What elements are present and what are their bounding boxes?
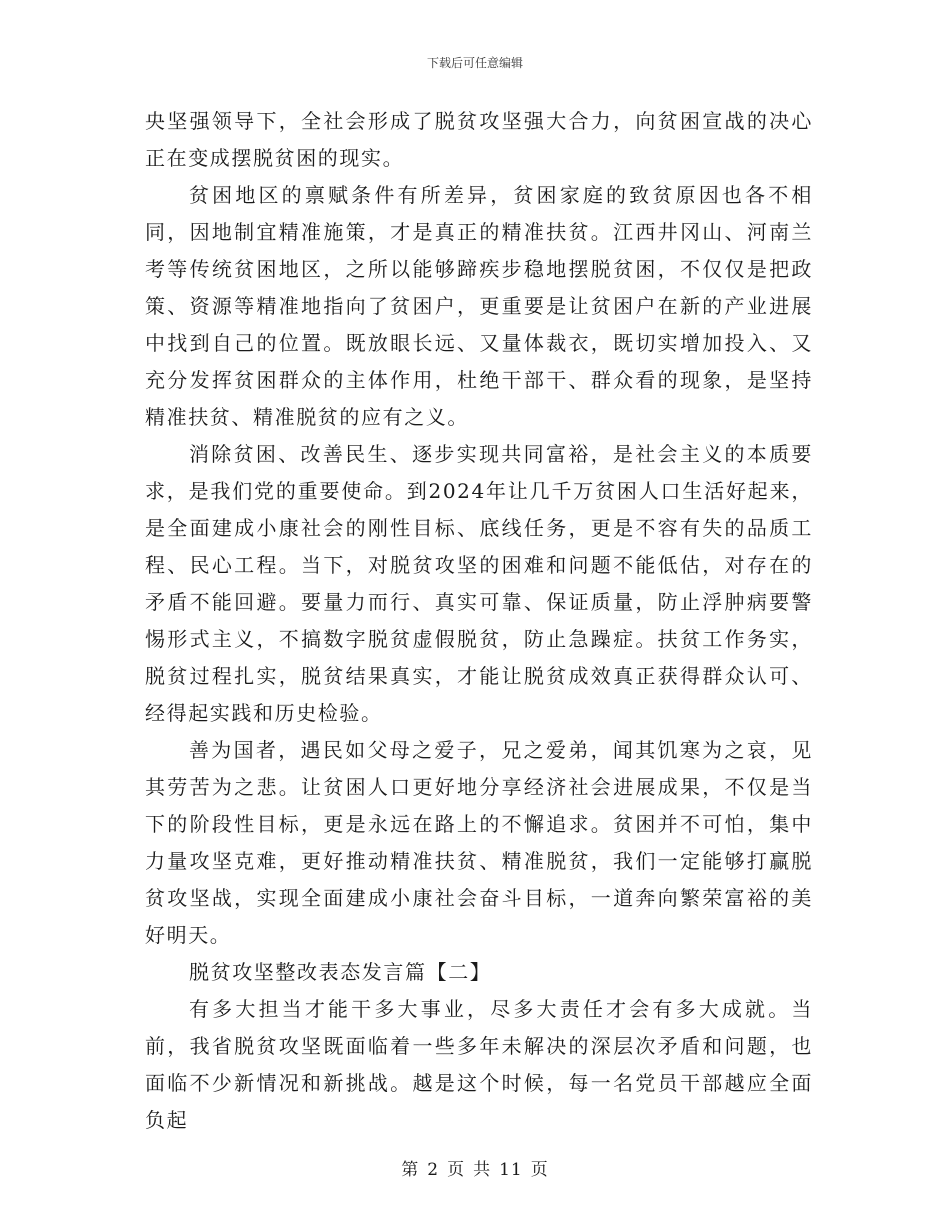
paragraph: 消除贫困、改善民生、逐步实现共同富裕，是社会主义的本质要求，是我们党的重要使命。到2024年让几千万贫困人口生活好起来，是全面建成小康社会的刚性目标、底线任务，更是不容有失的品质工程、民心工程。当下，对脱贫攻坚的困难和问题不能低估，对存在的矛盾不能回避。要量力而行、真实可靠、保证质量，防止浮肿病要警惕形式主义，不搞数字脱贫虚假脱贫，防止急躁症。扶贫工作务实，脱贫过程扎实，脱贫结果真实，才能让脱贫成效真正获得群众认可、经得起实践和历史检验。: [145, 442, 813, 725]
footer-label-page: 第: [401, 1160, 420, 1180]
paragraph: 贫困地区的禀赋条件有所差异，贫困家庭的致贫原因也各不相同，因地制宜精准施策，才是真正的精准扶贫。江西井冈山、河南兰考等传统贫困地区，之所以能够蹄疾步稳地摆脱贫困，不仅仅是把政策、资源等精准地指向了贫困户，更重要是让贫困户在新的产业进展中找到自己的位置。既放眼长远、又量体裁衣，既切实增加投入、又充分发挥贫困群众的主体作用，杜绝干部干、群众看的现象，是坚持精准扶贫、精准脱贫的应有之义。: [145, 183, 813, 429]
page-number-footer: [0, 1155, 950, 1180]
footer-label-total-unit: 页: [530, 1160, 549, 1180]
footer-current-page: 2: [427, 1160, 440, 1180]
footer-total-pages: 11: [499, 1160, 523, 1180]
paragraph: 善为国者，遇民如父母之爱子，兄之爱弟，闻其饥寒为之哀，见其劳苦为之悲。让贫困人口更好地分享经济社会进展成果，不仅是当下的阶段性目标，更是永远在路上的不懈追求。贫困并不可怕，集中力量攻坚克难，更好推动精准扶贫、精准脱贫，我们一定能够打赢脱贫攻坚战，实现全面建成小康社会奋斗目标，一道奔向繁荣富裕的美好明天。: [145, 738, 813, 947]
page-header-note: 下载后可任意编辑: [426, 56, 523, 70]
document-body: [145, 103, 813, 1139]
section-heading: 脱贫攻坚整改表态发言篇【二】: [189, 960, 492, 984]
paragraph-continuation: 央坚强领导下，全社会形成了脱贫攻坚强大合力，向贫困宣战的决心正在变成摆脱贫困的现实。: [145, 109, 813, 170]
paragraph: 有多大担当才能干多大事业，尽多大责任才会有多大成就。当前，我省脱贫攻坚既面临着一些多年未解决的深层次矛盾和问题，也面临不少新情况和新挑战。越是这个时候，每一名党员干部越应全面负起: [145, 997, 813, 1132]
footer-label-total: 共: [473, 1160, 492, 1180]
footer-label-page-unit: 页: [447, 1160, 466, 1180]
